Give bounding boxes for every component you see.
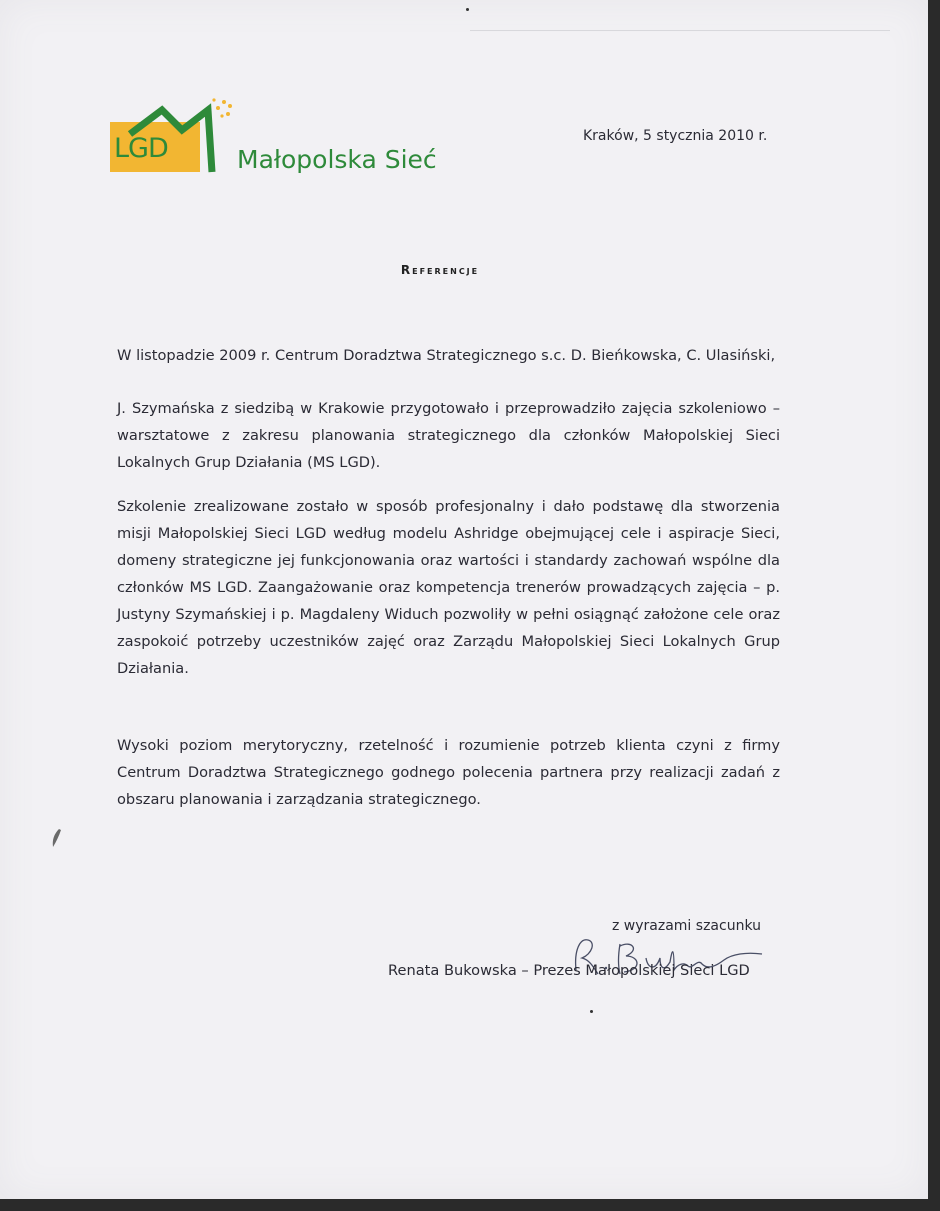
paragraph-evaluation [117,493,780,682]
paragraph-text: J. Szymańska z siedzibą w Krakowie przygotowało i przeprowadziło zajęcia szkoleniowo – warsztatowe z zakresu planowania strategicznego dla członków Małopolskiej Sieci Lokalnych Grup Działania (MS LGD). [117,400,780,471]
logo-abbreviation: LGD [114,133,168,164]
lgd-logo [110,96,470,186]
paragraph-text: Wysoki poziom merytoryczny, rzetelność i rozumienie potrzeb klienta czyni z firmy Centrum Doradztwa Strategicznego godnego polecenia partnera przy realizacji zadań z obszaru planowania i zarządzania strategicznego. [117,737,780,808]
signer-name-position: Renata Bukowska – Prezes Małopolskiej Sieci LGD [388,962,750,979]
paragraph-text: W listopadzie 2009 r. Centrum Doradztwa Strategicznego s.c. D. Bieńkowska, C. Ulasiński, [117,347,776,364]
paragraph-intro [117,342,780,369]
paragraph-text: Szkolenie zrealizowane zostało w sposób profesjonalny i dało podstawę dla stworzenia misji Małopolskiej Sieci LGD według modelu Ashridge obejmującej cele i aspiracje Sieci, domeny strategiczne jej funkcjonowania oraz wartości i standardy zachowań wspólne dla członków MS LGD. Zaangażowanie oraz kompetencja trenerów prowadzących zajęcia – p. Justyny Szymańskiej i p. Magdaleny Widuch pozwoliły w pełni osiągnąć założone cele oraz zaspokoić potrzeby uczestników zajęć oraz Zarządu Małopolskiej Sieci Lokalnych Grup Działania. [117,498,780,677]
paragraph-training [117,395,780,476]
ink-smudge [50,828,62,848]
letter-date: Kraków, 5 stycznia 2010 r. [583,128,768,144]
closing-phrase: z wyrazami szacunku [612,918,761,934]
speck [590,1010,593,1013]
paragraph-recommendation [117,732,780,813]
speck [466,8,469,11]
logo-organization-name: Małopolska Sieć [237,145,437,174]
letter-title: Referencje [400,263,480,277]
page-edge-line [470,30,890,31]
